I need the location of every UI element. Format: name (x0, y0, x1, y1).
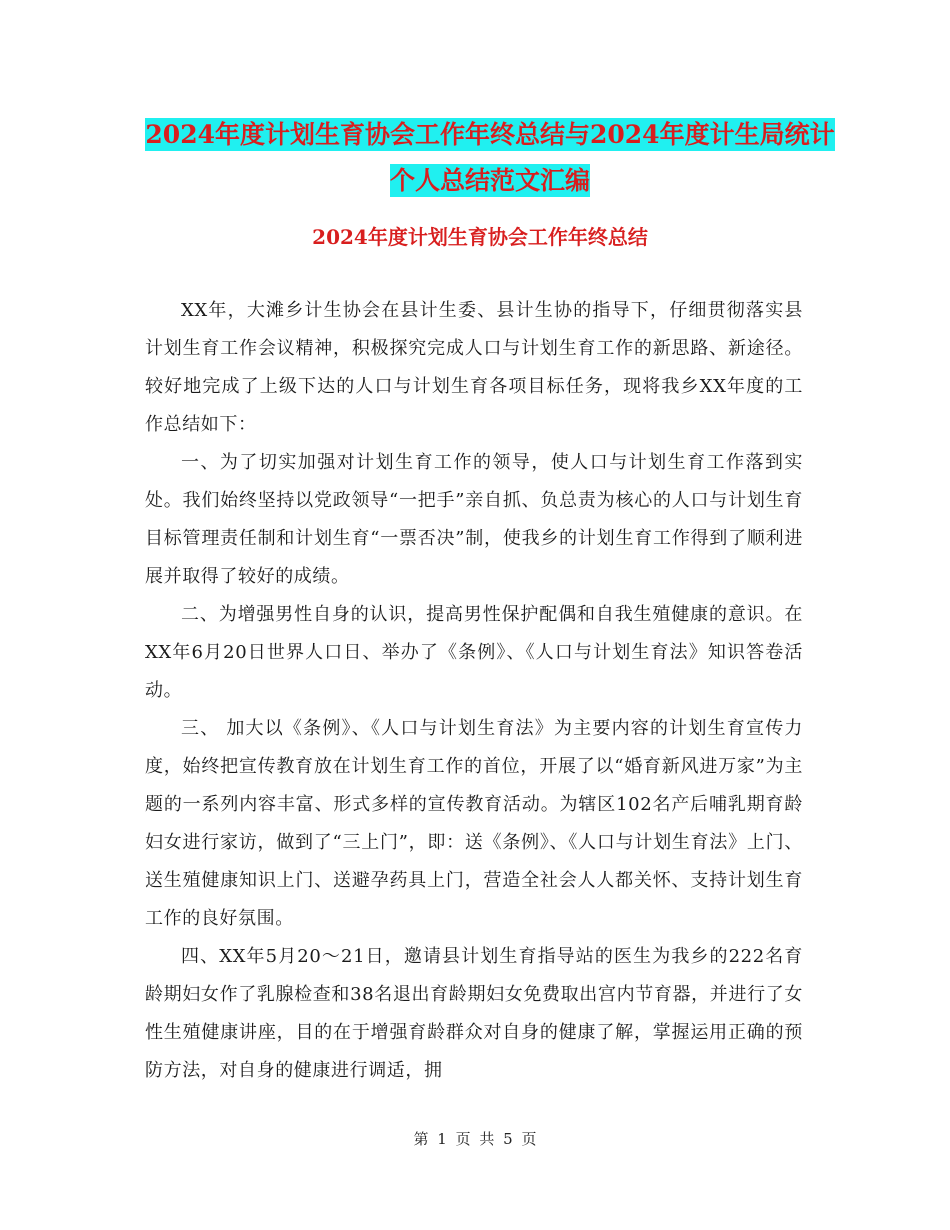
document-title-text: 2024年度计划生育协会工作年终总结与2024年度计生局统计个人总结范文汇编 (145, 120, 835, 195)
paragraph-intro: XX年，大滩乡计生协会在县计生委、县计生协的指导下，仔细贯彻落实县计划生育工作会议精神，积极探究完成人口与计划生育工作的新思路、新途径。较好地完成了上级下达的人口与计划生育各项目标任务，现将我乡XX年度的工作总结如下： (145, 300, 804, 435)
paragraph-2: 二、为增强男性自身的认识，提高男性保护配偶和自我生殖健康的意识。在XX年6月20日世界人口日、举办了《条例》、《人口与计划生育法》知识答卷活动。 (145, 604, 803, 701)
document-body (145, 292, 803, 1090)
page-number-footer: 第 1 页 共 5 页 (413, 1130, 537, 1148)
paragraph-4: 四、XX年5月20～21日，邀请县计划生育指导站的医生为我乡的222名育龄期妇女作了乳腺检查和38名退出育龄期妇女免费取出宫内节育器，并进行了女性生殖健康讲座，目的在于增强育龄群众对自身的健康了解，掌握运用正确的预防方法，对自身的健康进行调适，拥 (145, 946, 803, 1081)
document-title (140, 112, 840, 204)
section-title: 2024年度计划生育协会工作年终总结 (312, 225, 648, 249)
paragraph-3: 三、 加大以《条例》、《人口与计划生育法》为主要内容的计划生育宣传力度，始终把宣传教育放在计划生育工作的首位，开展了以“婚育新风进万家”为主题的一系列内容丰富、形式多样的宣传教育活动。为辖区102名产后哺乳期育龄妇女进行家访，做到了“三上门”，即：送《条例》、《人口与计划生育法》上门、送生殖健康知识上门、送避孕药具上门，营造全社会人人都关怀、支持计划生育工作的良好氛围。 (145, 718, 803, 929)
paragraph-1: 一、为了切实加强对计划生育工作的领导，使人口与计划生育工作落到实处。我们始终坚持以党政领导“一把手”亲自抓、负总责为核心的人口与计划生育目标管理责任制和计划生育“一票否决”制，使我乡的计划生育工作得到了顺利进展并取得了较好的成绩。 (145, 452, 803, 587)
